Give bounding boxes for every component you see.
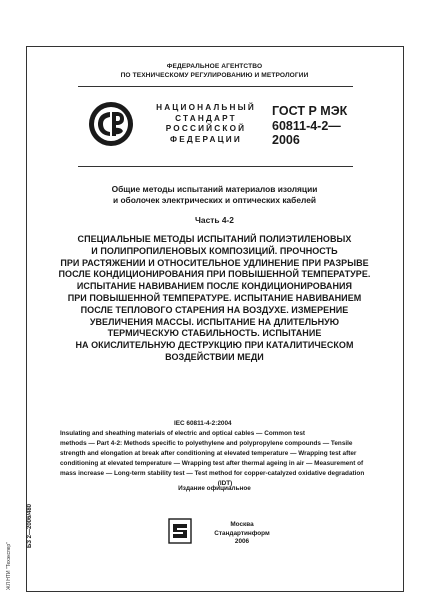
standard-code (272, 104, 382, 148)
bz-number (27, 468, 37, 548)
general-title (60, 184, 369, 206)
special-title-line: СПЕЦИАЛЬНЫЕ МЕТОДЫ ИСПЫТАНИЙ ПОЛИЭТИЛЕНОВЫХ (77, 234, 352, 244)
official-edition-label: Издание официальное (178, 485, 251, 492)
english-title-line: Insulating and sheathing materials of electric and optical cables — Common test (60, 430, 306, 437)
standard-label-line: СТАНДАРТ (175, 113, 237, 123)
special-title-line: ПРИ ПОВЫШЕННОЙ ТЕМПЕРАТУРЕ. ИСПЫТАНИЕ НАВИВАНИЕМ (67, 292, 362, 303)
bz-number-text: БЗ 2—2006/480 (27, 503, 33, 548)
special-title (52, 234, 377, 364)
publisher-year: 2006 (234, 538, 250, 546)
publisher-info (202, 521, 282, 547)
side-stamp (6, 500, 14, 590)
header-divider (78, 166, 353, 167)
general-title-line: Общие методы испытаний материалов изоляции (111, 184, 318, 194)
publisher-name: Стандартинформ (214, 529, 270, 537)
english-title (60, 429, 390, 489)
standard-code-line: ГОСТ Р МЭК (272, 104, 348, 118)
special-title-line: УВЕЛИЧЕНИЯ МАССЫ. ИСПЫТАНИЕ НА ДЛИТЕЛЬНУЮ (89, 316, 340, 327)
iec-reference: IEC 60811-4-2:2004 (174, 420, 232, 427)
standard-label-line: ФЕДЕРАЦИИ (170, 134, 242, 144)
special-title-line: И ПОЛИПРОПИЛЕНОВЫХ КОМПОЗИЦИЙ. ПРОЧНОСТЬ (91, 245, 338, 256)
publisher-city: Москва (230, 521, 254, 528)
part-number: Часть 4-2 (195, 215, 234, 225)
agency-line-1: ФЕДЕРАЛЬНОЕ АГЕНТСТВО (166, 63, 263, 70)
national-standard-label (150, 103, 262, 145)
general-title-line: и оболочек электрических и оптических кабелей (112, 195, 317, 205)
special-title-line: ВОЗДЕЙСТВИИ МЕДИ (165, 351, 264, 362)
english-title-line: methods — Part 4-2: Methods specific to polyethylene and polypropylene compounds — Tensile (60, 440, 353, 447)
special-title-line: ПОСЛЕ ТЕПЛОВОГО СТАРЕНИЯ НА ВОЗДУХЕ. ИЗМЕРЕНИЕ (80, 304, 349, 315)
agency-name (0, 62, 429, 80)
english-title-line: mass increase — Long-term stability test — Test method for copper-catalyzed oxidative degradation (60, 470, 365, 477)
english-title-line: strength and elongation at break after conditioning at elevated temperature — Wrapping test after (60, 450, 357, 457)
top-divider (78, 86, 353, 87)
standard-code-line: 2006 (272, 133, 300, 147)
standartinform-logo-icon (168, 518, 192, 544)
standard-label-line: РОССИЙСКОЙ (165, 124, 247, 133)
special-title-line: ТЕРМИЧЕСКУЮ СТАБИЛЬНОСТЬ. ИСПЫТАНИЕ (107, 328, 322, 339)
english-title-line: (IDT) (217, 480, 233, 487)
rst-certification-logo-icon (88, 101, 134, 147)
english-title-line: conditioning at elevated temperature — Wrapping test after thermal ageing in air — Measurement of (60, 460, 364, 467)
special-title-line: НА ОКИСЛИТЕЛЬНУЮ ДЕСТРУКЦИЮ ПРИ КАТАЛИТИЧЕСКОМ (75, 340, 354, 351)
special-title-line: ПРИ РАСТЯЖЕНИИ И ОТНОСИТЕЛЬНОЕ УДЛИНЕНИЕ ПРИ РАЗРЫВЕ (60, 257, 369, 268)
special-title-line: ИСПЫТАНИЕ НАВИВАНИЕМ ПОСЛЕ КОНДИЦИОНИРОВАНИЯ (76, 281, 353, 292)
special-title-line: ПОСЛЕ КОНДИЦИОНИРОВАНИЯ ПРИ ПОВЫШЕННОЙ ТЕМПЕРАТУРЕ. (58, 269, 371, 280)
side-stamp-text: ЖЛ НТИ "Техэкспер" (6, 542, 12, 590)
standard-label-line: НАЦИОНАЛЬНЫЙ (156, 103, 256, 112)
standard-code-line: 60811-4-2— (272, 118, 341, 133)
agency-line-2: ПО ТЕХНИЧЕСКОМУ РЕГУЛИРОВАНИЮ И МЕТРОЛОГИИ (120, 72, 309, 79)
